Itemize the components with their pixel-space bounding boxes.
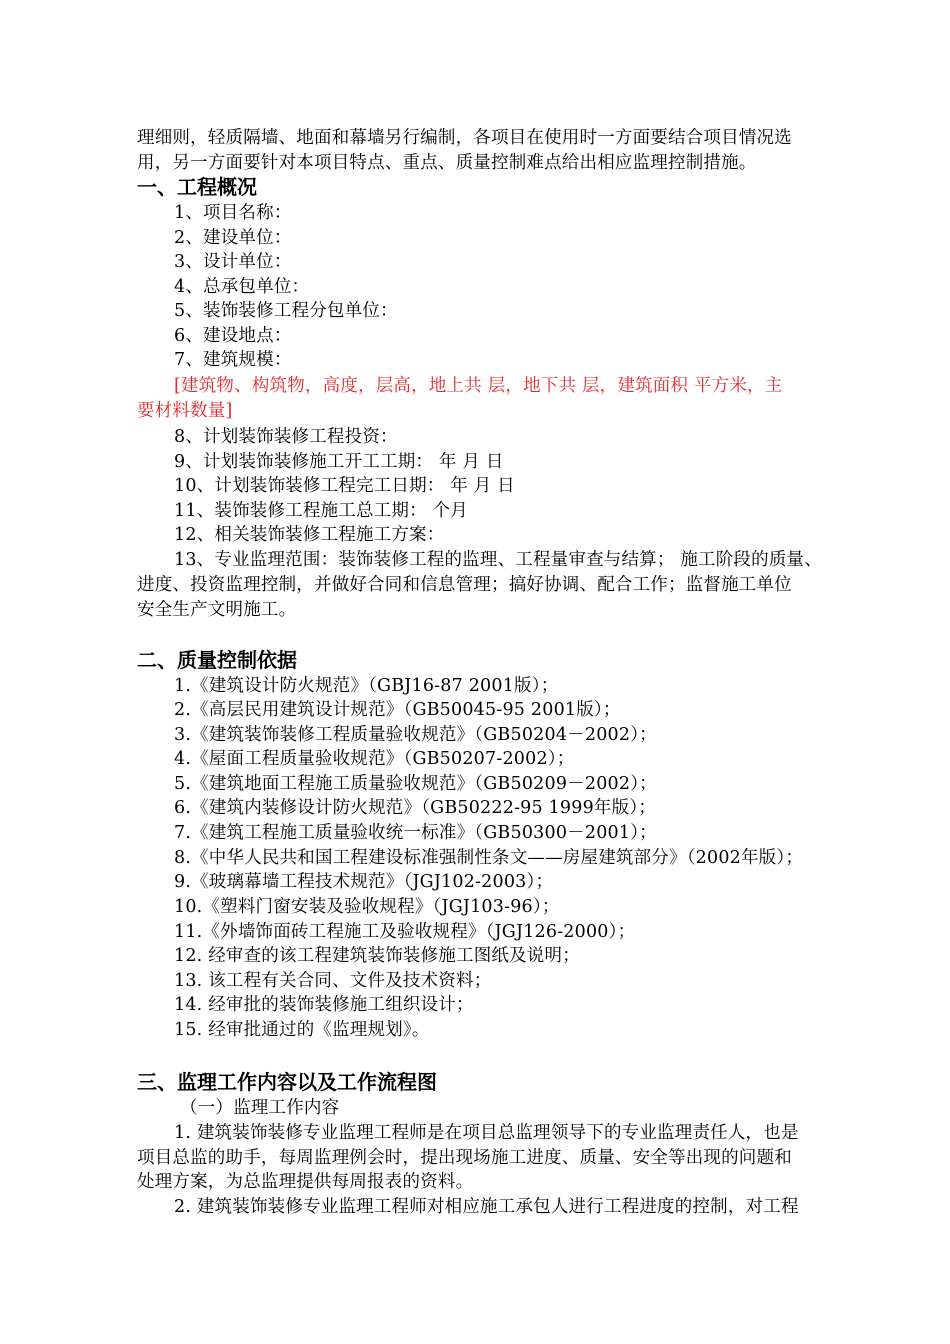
scale-note-line-2: 要材料数量] <box>137 401 233 421</box>
intro-line-1: 理细则，轻质隔墙、地面和幕墙另行编制，各项目在使用时一方面要结合项目情况选 <box>137 128 792 148</box>
standard-item: 14. 经审批的装饰装修施工组织设计； <box>174 995 474 1015</box>
overview-item: 8、计划装饰装修工程投资： <box>174 427 398 447</box>
overview-item: 5、装饰装修工程分包单位： <box>174 301 398 321</box>
standard-item: 12. 经审查的该工程建筑装饰装修施工图纸及说明； <box>174 946 580 966</box>
standard-item: 1.《建筑设计防火规范》（GBJ16-87 2001版）； <box>174 676 559 696</box>
overview-item: 11、装饰装修工程施工总工期： 个月 <box>174 501 468 521</box>
standard-item: 7.《建筑工程施工质量验收统一标准》（GB50300－2001）； <box>174 823 657 843</box>
overview-item: 9、计划装饰装修施工开工工期： 年 月 日 <box>174 452 504 472</box>
standard-item: 8.《中华人民共和国工程建设标准强制性条文——房屋建筑部分》（2002年版）； <box>174 848 804 868</box>
section-2-title: 二、质量控制依据 <box>137 648 297 672</box>
work-paragraph-2-line-1: 2. 建筑装饰装修专业监理工程师对相应施工承包人进行工程进度的控制，对工程 <box>174 1197 799 1217</box>
scope-line-2: 进度、投资监理控制，并做好合同和信息管理；搞好协调、配合工作；监督施工单位 <box>137 575 792 595</box>
overview-item: 1、项目名称： <box>174 203 292 223</box>
overview-item: 4、总承包单位： <box>174 277 310 297</box>
work-paragraph-1-line-2: 项目总监的助手，每周监理例会时，提出现场施工进度、质量、安全等出现的问题和 <box>137 1148 792 1168</box>
standard-item: 5.《建筑地面工程施工质量验收规范》（GB50209－2002）； <box>174 774 657 794</box>
standard-item: 11.《外墙饰面砖工程施工及验收规程》（JGJ126-2000）； <box>174 922 636 942</box>
section-3-title: 三、监理工作内容以及工作流程图 <box>137 1070 437 1094</box>
overview-item: 7、建筑规模： <box>174 350 292 370</box>
section-3-subtitle: （一）监理工作内容 <box>180 1098 340 1118</box>
standard-item: 2.《高层民用建筑设计规范》（GB50045-95 2001版）； <box>174 700 621 720</box>
standard-item: 9.《玻璃幕墙工程技术规范》（JGJ102-2003）； <box>174 872 554 892</box>
standard-item: 3.《建筑装饰装修工程质量验收规范》（GB50204－2002）； <box>174 725 657 745</box>
scope-line-1: 13、专业监理范围：装饰装修工程的监理、工程量审查与结算； 施工阶段的质量、 <box>174 550 822 570</box>
overview-item: 10、计划装饰装修工程完工日期： 年 月 日 <box>174 476 515 496</box>
standard-item: 13. 该工程有关合同、文件及技术资料； <box>174 971 492 991</box>
overview-item: 2、建设单位： <box>174 228 292 248</box>
intro-line-2: 用，另一方面要针对本项目特点、重点、质量控制难点给出相应监理控制措施。 <box>137 153 757 173</box>
work-paragraph-1-line-1: 1. 建筑装饰装修专业监理工程师是在项目总监理领导下的专业监理责任人，也是 <box>174 1123 799 1143</box>
standard-item: 6.《建筑内装修设计防火规范》（GB50222-95 1999年版）； <box>174 798 656 818</box>
overview-item: 6、建设地点： <box>174 326 292 346</box>
standard-item: 15. 经审批通过的《监理规划》。 <box>174 1020 430 1040</box>
standard-item: 4.《屋面工程质量验收规范》（GB50207-2002）； <box>174 749 575 769</box>
scope-line-3: 安全生产文明施工。 <box>137 600 297 620</box>
section-1-title: 一、工程概况 <box>137 175 257 199</box>
work-paragraph-1-line-3: 处理方案，为总监理提供每周报表的资料。 <box>137 1172 474 1192</box>
overview-item: 3、设计单位： <box>174 252 292 272</box>
scale-note-line-1: [建筑物、构筑物，高度，层高，地上共 层，地下共 层，建筑面积 平方米，主 <box>174 376 783 396</box>
overview-item: 12、相关装饰装修工程施工方案： <box>174 525 445 545</box>
standard-item: 10.《塑料门窗安装及验收规程》（JGJ103-96）； <box>174 897 560 917</box>
